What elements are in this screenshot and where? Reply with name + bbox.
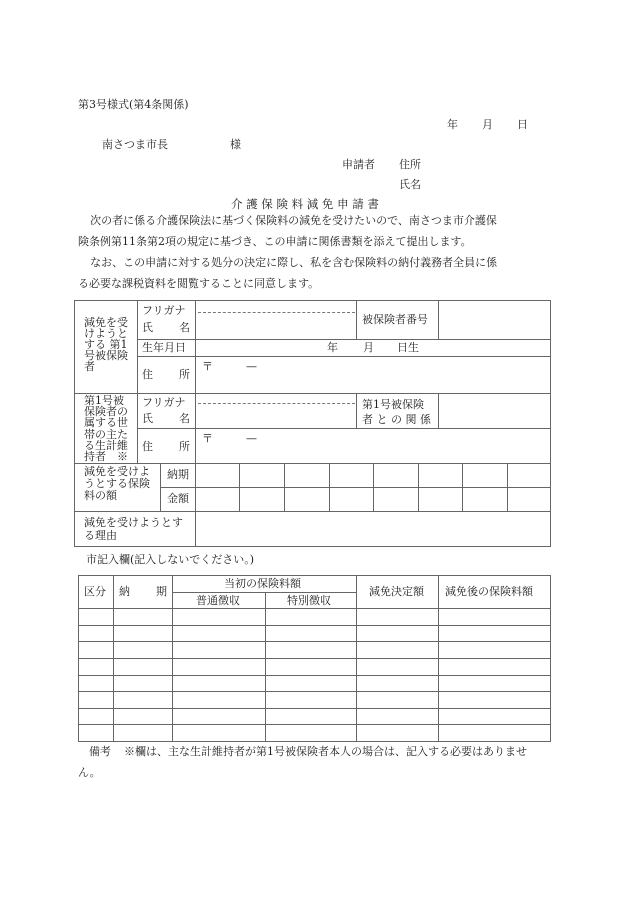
city-table-cell[interactable] [267, 693, 354, 707]
premium-amount-cell[interactable] [374, 488, 417, 511]
city-table-cell[interactable] [115, 610, 170, 624]
city-table-cell[interactable] [174, 710, 263, 724]
form-number: 第3号様式(第4条関係) [78, 98, 189, 111]
postal-mark-icon: 〒 [202, 360, 213, 373]
label-line: 属する世 [84, 416, 128, 430]
row-divider [78, 691, 551, 692]
label-line: 保険者の [84, 405, 128, 419]
city-section-caption: 市記入欄(記入しないでください。) [86, 553, 255, 566]
premium-period-cell[interactable] [241, 464, 284, 487]
insured-section-label [84, 317, 128, 372]
city-table-cell[interactable] [80, 693, 111, 707]
premium-amount-cell[interactable] [419, 488, 462, 511]
paragraph2-line1: なお、この申請に対する処分の決定に際し、私を含む保険料の納付義務者全員に係 [90, 256, 498, 269]
footnote-label: 備考 [89, 745, 111, 758]
date-month-label: 月 [482, 118, 493, 131]
label-char: 住 [142, 368, 153, 381]
header-special-collection: 特別徴収 [287, 594, 331, 607]
insured-number-label: 被保険者番号 [362, 313, 428, 326]
city-table-cell[interactable] [115, 627, 170, 641]
city-table-cell[interactable] [358, 627, 436, 641]
city-table-cell[interactable] [358, 677, 436, 691]
postal-mark-icon: 〒 [202, 432, 213, 445]
city-table-cell[interactable] [358, 693, 436, 707]
city-table-cell[interactable] [174, 660, 263, 674]
city-table-cell[interactable] [358, 610, 436, 624]
relation-field[interactable] [439, 394, 550, 428]
city-table-cell[interactable] [267, 643, 354, 657]
householder-furigana-label: フリガナ [142, 396, 186, 409]
header-period [119, 586, 167, 599]
label-line: けようと [84, 327, 128, 340]
city-table-cell[interactable] [440, 677, 549, 691]
premium-period-cell[interactable] [508, 464, 551, 487]
applicant-address-label: 住所 [399, 158, 421, 171]
header-reduction-decided: 減免決定額 [369, 585, 424, 598]
city-table-cell[interactable] [440, 726, 549, 740]
city-table-cell[interactable] [115, 660, 170, 674]
label-line: る理由 [84, 529, 117, 542]
paragraph1-line1: 次の者に係る介護保険法に基づく保険料の減免を受けたいので、南さつま市介護保 [90, 214, 497, 227]
city-table-cell[interactable] [80, 610, 111, 624]
reason-label [84, 516, 183, 542]
insured-address-label [142, 369, 190, 382]
city-table-cell[interactable] [267, 627, 354, 641]
label-line: 帯の主た [84, 427, 128, 441]
city-table-cell[interactable] [80, 660, 111, 674]
insured-name-field[interactable] [196, 313, 355, 338]
city-table-cell[interactable] [440, 610, 549, 624]
row-divider [78, 625, 551, 626]
period-label: 納期 [167, 468, 189, 481]
city-table-cell[interactable] [174, 627, 263, 641]
row-divider [78, 724, 551, 725]
city-table-cell[interactable] [267, 677, 354, 691]
amount-label: 金額 [167, 492, 189, 505]
header-ordinary-collection: 普通徴収 [196, 594, 240, 607]
label-char: 名 [179, 321, 190, 334]
city-table-cell[interactable] [358, 643, 436, 657]
householder-address-label [142, 441, 190, 454]
city-table-cell[interactable] [174, 693, 263, 707]
paragraph2-line2: る必要な課税資料を閲覧することに同意します。 [78, 277, 320, 290]
declaration-text [78, 210, 553, 294]
city-table-cell[interactable] [267, 660, 354, 674]
premium-period-cell[interactable] [330, 464, 373, 487]
label-line: 減免を受けようとす [84, 516, 183, 529]
applicant-label: 申請者 [342, 158, 375, 171]
city-table-cell[interactable] [115, 726, 170, 740]
city-table-cell[interactable] [174, 726, 263, 740]
row-divider [78, 641, 551, 642]
premium-amount-cell[interactable] [330, 488, 373, 511]
city-table-cell[interactable] [358, 660, 436, 674]
rule [356, 393, 357, 428]
rule [160, 463, 161, 511]
city-table-cell[interactable] [440, 627, 549, 641]
householder-furigana-field[interactable] [196, 394, 355, 403]
addressee-honorific: 様 [230, 138, 241, 151]
paragraph1-line2: 険条例第11条第2項の規定に基づき、この申請に関係書類を添えて提出します。 [78, 235, 472, 248]
city-table-cell[interactable] [440, 643, 549, 657]
reason-field[interactable] [196, 512, 550, 546]
addressee-name: 南さつま市長 [102, 138, 168, 151]
premium-period-cell[interactable] [374, 464, 417, 487]
postal-dash: — [246, 432, 257, 445]
city-table-cell[interactable] [440, 710, 549, 724]
city-table-cell[interactable] [80, 677, 111, 691]
premium-period-cell[interactable] [419, 464, 462, 487]
row-divider [78, 708, 551, 709]
city-table-cell[interactable] [80, 726, 111, 740]
footnote-line1: ※欄は、主な生計維持者が第1号被保険者本人の場合は、記入する必要はありませ [124, 745, 527, 758]
label-char: 氏 [142, 321, 153, 334]
label-char: 住 [142, 440, 153, 453]
label-char: 氏 [142, 412, 153, 425]
city-table-cell[interactable] [80, 627, 111, 641]
label-line: 第1号被保険 [362, 398, 424, 411]
birthdate-year-label: 年 [327, 341, 338, 354]
label-line: 料の額 [84, 489, 117, 502]
relation-label [362, 397, 431, 427]
applicant-name-field[interactable] [428, 176, 548, 192]
city-table-cell[interactable] [174, 677, 263, 691]
label-line: 減免を受 [84, 316, 128, 329]
rule [356, 300, 357, 339]
insured-number-field[interactable] [439, 301, 550, 339]
label-line: うとする保険 [84, 477, 150, 490]
rule [137, 300, 138, 463]
insured-furigana-field[interactable] [196, 301, 355, 312]
rule [265, 592, 266, 742]
label-line: 持者 ※ [84, 450, 128, 464]
insured-address-field[interactable] [196, 357, 550, 393]
premium-amount-cell[interactable] [285, 488, 328, 511]
householder-name-label [142, 413, 190, 426]
city-table-cell[interactable] [80, 643, 111, 657]
city-table-cell[interactable] [115, 643, 170, 657]
householder-name-field[interactable] [196, 404, 355, 428]
label-char: 期 [156, 585, 167, 598]
city-table-cell[interactable] [174, 643, 263, 657]
label-line: 号被保険 [84, 349, 128, 362]
city-table-cell[interactable] [115, 710, 170, 724]
city-table-cell[interactable] [358, 726, 436, 740]
householder-section-label [84, 395, 128, 462]
applicant-address-field[interactable] [428, 156, 548, 172]
label-char: 名 [179, 412, 190, 425]
header-after-reduction: 減免後の保険料額 [445, 585, 533, 598]
city-table-cell[interactable] [267, 726, 354, 740]
city-table-cell[interactable] [115, 677, 170, 691]
rule [172, 592, 356, 593]
label-char: 所 [179, 368, 190, 381]
city-table-cell[interactable] [267, 710, 354, 724]
city-table-cell[interactable] [174, 610, 263, 624]
insured-furigana-label: フリガナ [142, 304, 186, 317]
birthdate-month-label: 月 [363, 341, 374, 354]
label-line: 第1号被 [84, 394, 124, 407]
premium-amount-cell[interactable] [196, 488, 239, 511]
premium-amount-cell[interactable] [463, 488, 506, 511]
birthdate-day-label: 日生 [397, 341, 419, 354]
date-year-label: 年 [447, 118, 458, 131]
label-line: 減免を受けよ [84, 465, 150, 478]
label-line: する 第1 [84, 338, 128, 351]
label-char: 所 [179, 440, 190, 453]
postal-dash: — [246, 360, 257, 373]
householder-address-field[interactable] [196, 429, 550, 463]
row-divider [78, 658, 551, 659]
label-line: 者 [84, 360, 95, 373]
row-divider [78, 608, 551, 609]
date-day-label: 日 [517, 118, 528, 131]
footnote-line2: ん。 [78, 766, 101, 779]
premium-period-cell[interactable] [285, 464, 328, 487]
insured-name-label [142, 322, 190, 335]
city-table-cell[interactable] [115, 693, 170, 707]
city-table-cell[interactable] [358, 710, 436, 724]
city-table-cell[interactable] [440, 693, 549, 707]
label-char: 納 [119, 585, 130, 598]
premium-period-cell[interactable] [196, 464, 239, 487]
premium-amount-cell[interactable] [241, 488, 284, 511]
applicant-name-label: 氏名 [399, 178, 421, 191]
city-table-cell[interactable] [440, 660, 549, 674]
city-table-cell[interactable] [80, 710, 111, 724]
header-category: 区分 [84, 585, 106, 598]
insured-birthdate-label: 生年月日 [142, 341, 186, 354]
label-line: る生計維 [84, 438, 128, 452]
header-initial-premium: 当初の保険料額 [224, 577, 301, 590]
premium-period-cell[interactable] [463, 464, 506, 487]
row-divider [78, 675, 551, 676]
premium-amount-cell[interactable] [508, 488, 551, 511]
document-title: 介 護 保 険 料 減 免 申 請 書 [231, 197, 379, 211]
city-table-cell[interactable] [267, 610, 354, 624]
label-line: 者 と の 関 係 [362, 413, 431, 426]
premium-section-label [84, 466, 150, 502]
